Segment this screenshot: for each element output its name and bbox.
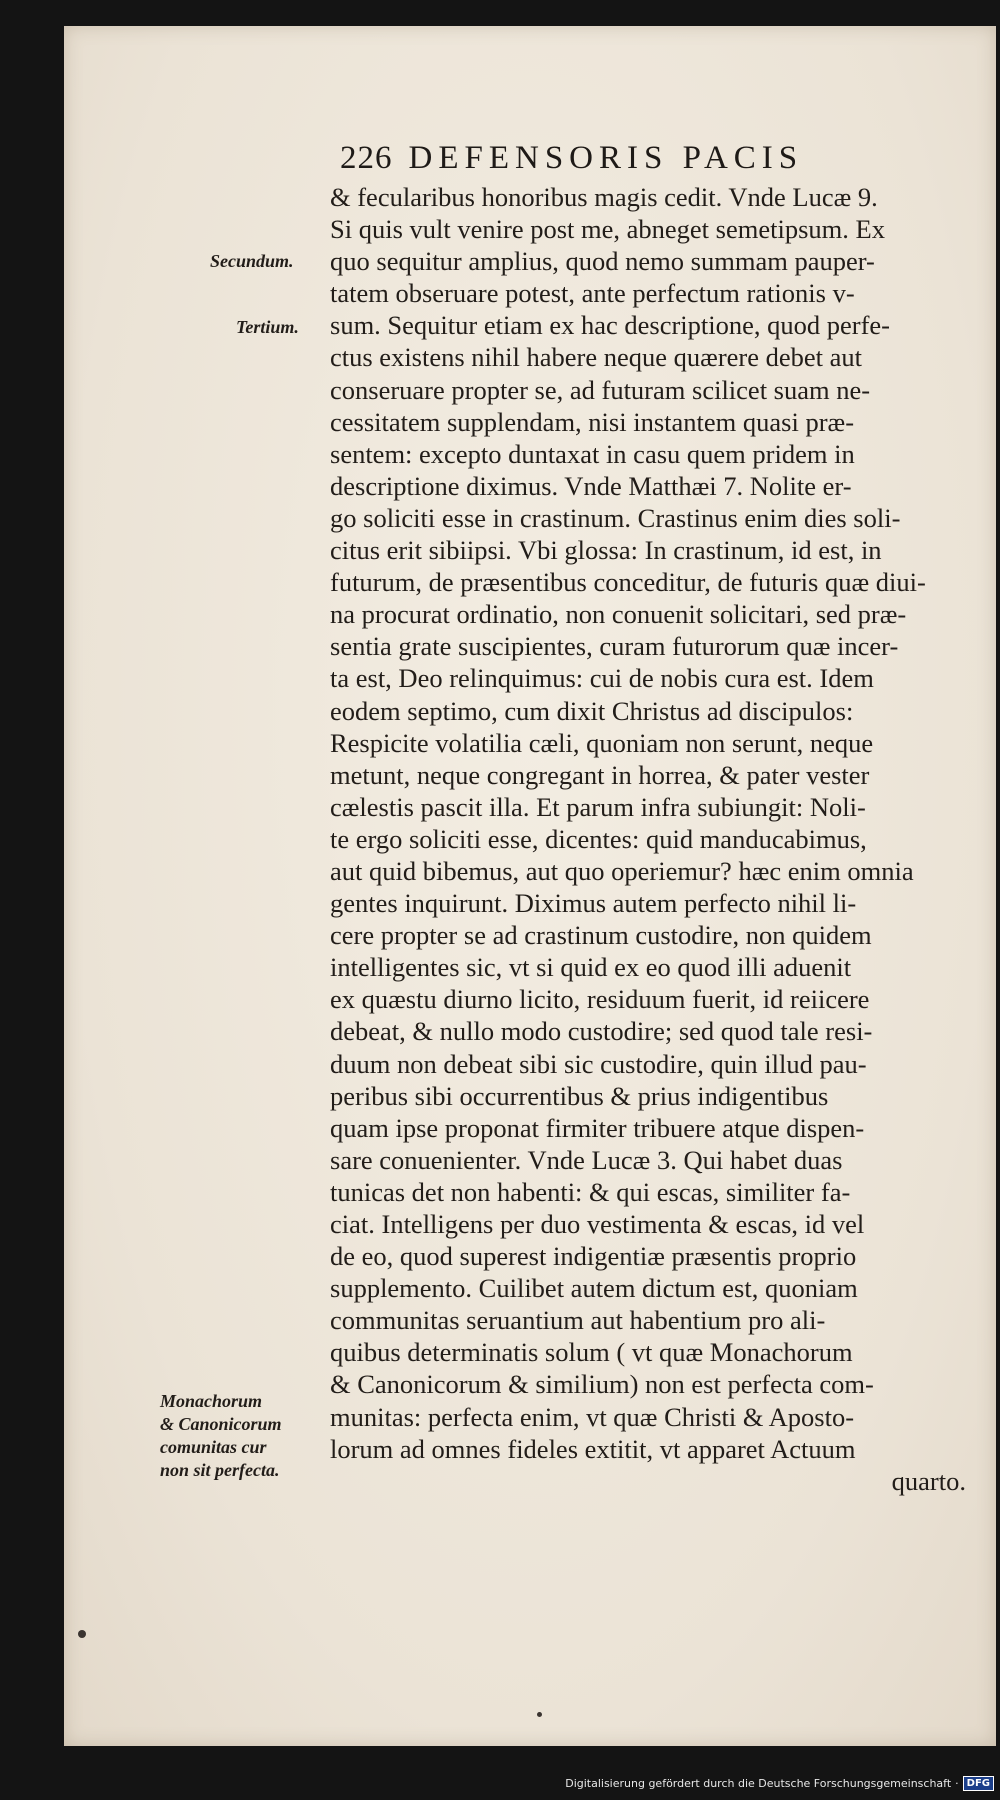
- text-line: eodem septimo, cum dixit Christus ad discipulos:: [330, 695, 854, 726]
- text-line: ciat. Intelligens per duo vestimenta & escas, id vel: [330, 1209, 865, 1239]
- footer-credit: [565, 1776, 994, 1791]
- text-line: cere propter se ad crastinum custodire, non quidem: [330, 920, 872, 951]
- footer-text: Digitalisierung gefördert durch die Deutsche Forschungsgemeinschaft: [565, 1777, 952, 1790]
- margin-note-secundum: Secundum.: [210, 251, 294, 271]
- ink-speck: [78, 1630, 86, 1638]
- text-line: quibus determinatis solum ( vt quæ Monachorum: [330, 1337, 853, 1368]
- text-line: ex quæstu diurno licito, residuum fuerit, id reiicere: [330, 984, 870, 1015]
- text-line: duum non debeat sibi sic custodire, quin illud pau-: [330, 1048, 867, 1079]
- text-line: sare conuenienter. Vnde Lucæ 3. Qui habet duas: [330, 1144, 843, 1175]
- text-line: Si quis vult venire post me, abneget semetipsum. Ex: [330, 214, 885, 245]
- text-line: & Canonicorum & similium) non est perfecta com-: [330, 1369, 874, 1400]
- text-line: na procurat ordinatio, non conuenit solicitari, sed præ-: [330, 599, 907, 630]
- text-line: go soliciti esse in crastinum. Crastinus enim dies soli-: [330, 502, 901, 533]
- running-header: [340, 140, 940, 177]
- text-line: quam ipse proponat firmiter tribuere atque dispen-: [330, 1112, 865, 1143]
- text-line: sum. Sequitur etiam ex hac descriptione, quod perfe-: [330, 310, 891, 341]
- margin-note-line: non sit perfecta.: [160, 1460, 280, 1480]
- text-line: cessitatem supplendam, nisi instantem quasi præ-: [330, 406, 855, 437]
- text-line: sentem: excepto duntaxat in casu quem pridem in: [330, 438, 855, 469]
- text-line: ctus existens nihil habere neque quærere debet aut: [330, 342, 863, 373]
- text-line: citus erit sibiipsi. Vbi glossa: In crastinum, id est, in: [330, 535, 882, 566]
- text-line: quo sequitur amplius, quod nemo summam pauper-: [330, 246, 875, 277]
- body-text: [330, 181, 966, 1497]
- page-number: 226: [340, 140, 393, 176]
- text-line: descriptione diximus. Vnde Matthæi 7. Nolite er-: [330, 470, 852, 501]
- dfg-logo-icon: DFG: [963, 1776, 994, 1791]
- text-line: communitas seruantium aut habentium pro ali-: [330, 1305, 826, 1336]
- text-line: tatem obseruare potest, ante perfectum rationis v-: [330, 278, 855, 309]
- text-line: quarto.: [891, 1465, 966, 1496]
- margin-note-line: comunitas cur: [160, 1437, 267, 1457]
- margin-note-line: & Canonicorum: [160, 1414, 282, 1434]
- margin-note-tertium: Tertium.: [236, 317, 299, 337]
- text-line: aut quid bibemus, aut quo operiemur? hæc enim omnia: [330, 855, 914, 886]
- text-line: & fecularibus honoribus magis cedit. Vnde Lucæ 9.: [330, 182, 878, 212]
- text-line: metunt, neque congregant in horrea, & pater vester: [330, 759, 870, 790]
- text-line: peribus sibi occurrentibus & prius indigentibus: [330, 1080, 829, 1111]
- text-line: munitas: perfecta enim, vt quæ Christi & Aposto-: [330, 1401, 855, 1432]
- text-line: cælestis pascit illa. Et parum infra subiungit: Noli-: [330, 791, 866, 822]
- footer-separator-icon: ·: [955, 1777, 959, 1790]
- text-line: Respicite volatilia cæli, quoniam non serunt, neque: [330, 727, 874, 758]
- margin-note-monachorum: [160, 1390, 282, 1482]
- text-line: conseruare propter se, ad futuram scilicet suam ne-: [330, 374, 871, 405]
- text-line: debeat, & nullo modo custodire; sed quod tale resi-: [330, 1016, 873, 1047]
- text-line: gentes inquirunt. Diximus autem perfecto nihil li-: [330, 888, 857, 919]
- text-line: tunicas det non habenti: & qui escas, similiter fa-: [330, 1176, 851, 1207]
- text-line: de eo, quod superest indigentiæ præsentis proprio: [330, 1241, 857, 1272]
- text-line: lorum ad omnes fideles extitit, vt apparet Actuum: [330, 1433, 856, 1464]
- text-line: te ergo soliciti esse, dicentes: quid manducabimus,: [330, 823, 867, 854]
- text-line: intelligentes sic, vt si quid ex eo quod illi aduenit: [330, 952, 852, 983]
- margin-note-line: Monachorum: [160, 1391, 263, 1411]
- ink-speck: [537, 1712, 542, 1717]
- text-line: ta est, Deo relinquimus: cui de nobis cura est. Idem: [330, 663, 874, 694]
- running-title: DEFENSORIS PACIS: [408, 140, 804, 176]
- text-line: futurum, de præsentibus conceditur, de futuris quæ diui-: [330, 567, 926, 598]
- text-line: supplemento. Cuilibet autem dictum est, quoniam: [330, 1273, 858, 1304]
- text-line: sentia grate suscipientes, curam futurorum quæ incer-: [330, 631, 899, 662]
